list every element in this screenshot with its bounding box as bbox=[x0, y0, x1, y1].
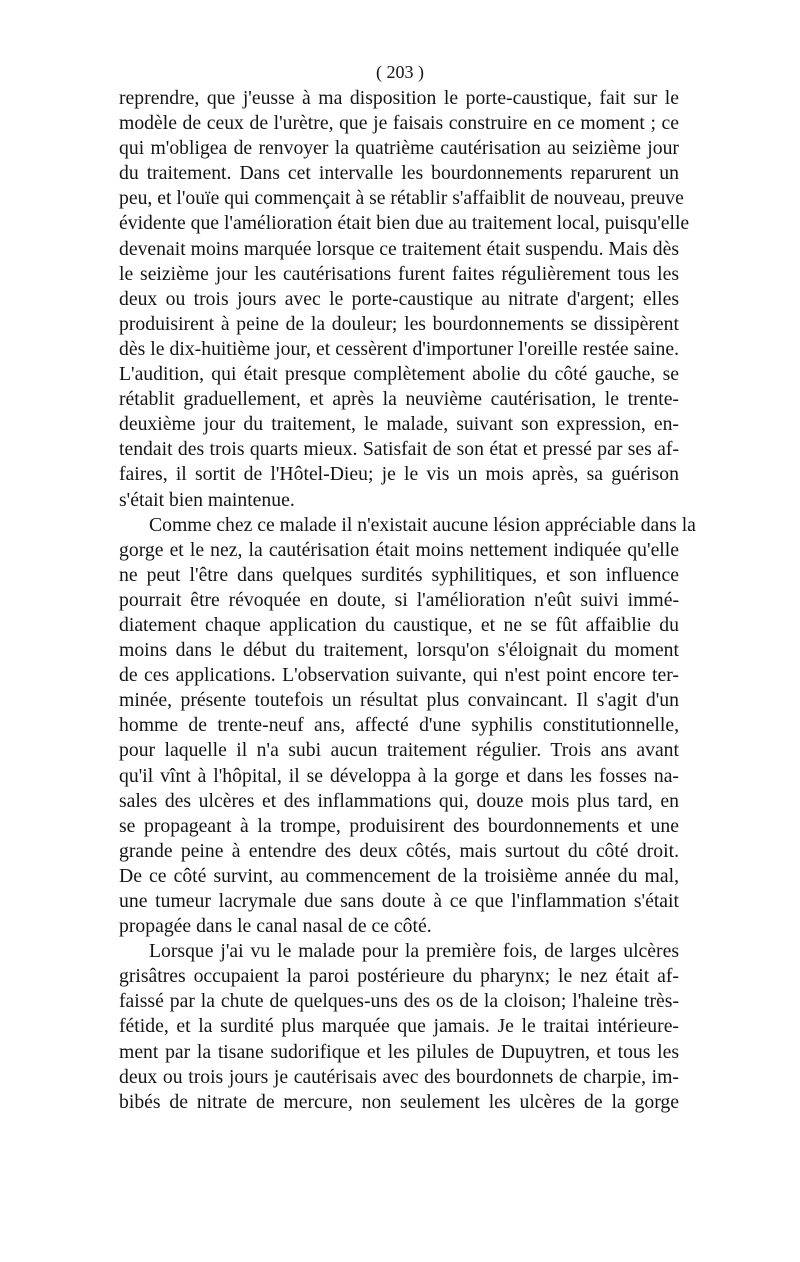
text-line: ment par la tisane sudorifique et les pilules de Dupuytren, et tous les bbox=[119, 1040, 679, 1063]
text-line: propagée dans le canal nasal de ce côté. bbox=[119, 915, 432, 938]
text-line: Comme chez ce malade il n'existait aucune lésion appréciable dans la bbox=[149, 513, 696, 536]
page-number: ( 203 ) bbox=[376, 62, 424, 82]
text-line: ne peut l'être dans quelques surdités syphilitiques, et son influence bbox=[119, 563, 679, 586]
text-line: une tumeur lacrymale due sans doute à ce que l'inflammation s'était bbox=[119, 890, 679, 912]
text-line: évidente que l'amélioration était bien due au traitement local, puisqu'elle bbox=[119, 212, 690, 235]
text-line: L'audition, qui était presque complètement abolie du côté gauche, se bbox=[119, 363, 679, 386]
text-line: deuxième jour du traitement, le malade, suivant son expression, en- bbox=[119, 413, 679, 436]
text-line: rétablit graduellement, et après la neuvième cautérisation, le trente- bbox=[119, 388, 679, 411]
text-line: homme de trente-neuf ans, affecté d'une syphilis constitutionnelle, bbox=[119, 714, 679, 737]
text-line: faissé par la chute de quelques-uns des os de la cloison; l'haleine très- bbox=[119, 990, 679, 1013]
text-line: grisâtres occupaient la paroi postérieure du pharynx; le nez était af- bbox=[119, 965, 679, 988]
text-line: moins dans le début du traitement, lorsqu'on s'éloignait du moment bbox=[119, 639, 679, 662]
text-line: diatement chaque application du caustique, et ne se fût affaiblie du bbox=[119, 613, 679, 636]
text-line: s'était bien maintenue. bbox=[119, 488, 295, 511]
text-line: sales des ulcères et des inflammations qui, douze mois plus tard, en bbox=[119, 789, 679, 812]
text-line: deux ou trois jours je cautérisais avec des bourdonnets de charpie, im- bbox=[119, 1065, 679, 1088]
text-line: faires, il sortit de l'Hôtel-Dieu; je le vis un mois après, sa guérison bbox=[119, 463, 679, 486]
text-line: gorge et le nez, la cautérisation était moins nettement indiquée qu'elle bbox=[119, 538, 679, 561]
text-line: Lorsque j'ai vu le malade pour la première fois, de larges ulcères bbox=[149, 940, 679, 963]
text-line: se propageant à la trompe, produisirent des bourdonnements et une bbox=[119, 814, 679, 837]
text-line: pourrait être révoquée en doute, si l'amélioration n'eût suivi immé- bbox=[119, 588, 679, 611]
text-line: modèle de ceux de l'urètre, que je faisais construire en ce moment ; ce bbox=[119, 112, 679, 135]
text-line: peu, et l'ouïe qui commençait à se rétablir s'affaiblit de nouveau, preuve bbox=[119, 187, 684, 210]
text-line: de ces applications. L'observation suivante, qui n'est point encore ter- bbox=[119, 664, 679, 687]
text-line: dès le dix-huitième jour, et cessèrent d'importuner l'oreille restée saine. bbox=[119, 337, 679, 360]
text-line: le seizième jour les cautérisations furent faites régulièrement tous les bbox=[119, 262, 679, 285]
text-line: devenait moins marquée lorsque ce traitement était suspendu. Mais dès bbox=[119, 237, 679, 260]
text-line: du traitement. Dans cet intervalle les bourdonnements reparurent un bbox=[119, 162, 679, 185]
text-line: grande peine à entendre des deux côtés, mais surtout du côté droit. bbox=[119, 839, 679, 862]
text-line: bibés de nitrate de mercure, non seulement les ulcères de la gorge bbox=[119, 1090, 679, 1113]
text-line: deux ou trois jours avec le porte-caustique au nitrate d'argent; elles bbox=[119, 287, 679, 310]
text-line: pour laquelle il n'a subi aucun traitement régulier. Trois ans avant bbox=[119, 739, 679, 762]
text-line: De ce côté survint, au commencement de la troisième année du mal, bbox=[119, 864, 679, 887]
text-line: minée, présente toutefois un résultat plus convaincant. Il s'agit d'un bbox=[119, 689, 679, 712]
text-line: produisirent à peine de la douleur; les bourdonnements se dissipèrent bbox=[119, 312, 679, 335]
text-line: fétide, et la surdité plus marquée que jamais. Je le traitai intérieure- bbox=[119, 1015, 679, 1038]
text-line: qui m'obligea de renvoyer la quatrième cautérisation au seizième jour bbox=[119, 137, 679, 160]
body-text bbox=[119, 86, 696, 1115]
text-line: reprendre, que j'eusse à ma disposition le porte-caustique, fait sur le bbox=[119, 87, 679, 109]
text-line: tendait des trois quarts mieux. Satisfait de son état et pressé par ses af- bbox=[119, 438, 679, 461]
text-line: qu'il vînt à l'hôpital, il se développa à la gorge et dans les fosses na- bbox=[119, 764, 679, 787]
